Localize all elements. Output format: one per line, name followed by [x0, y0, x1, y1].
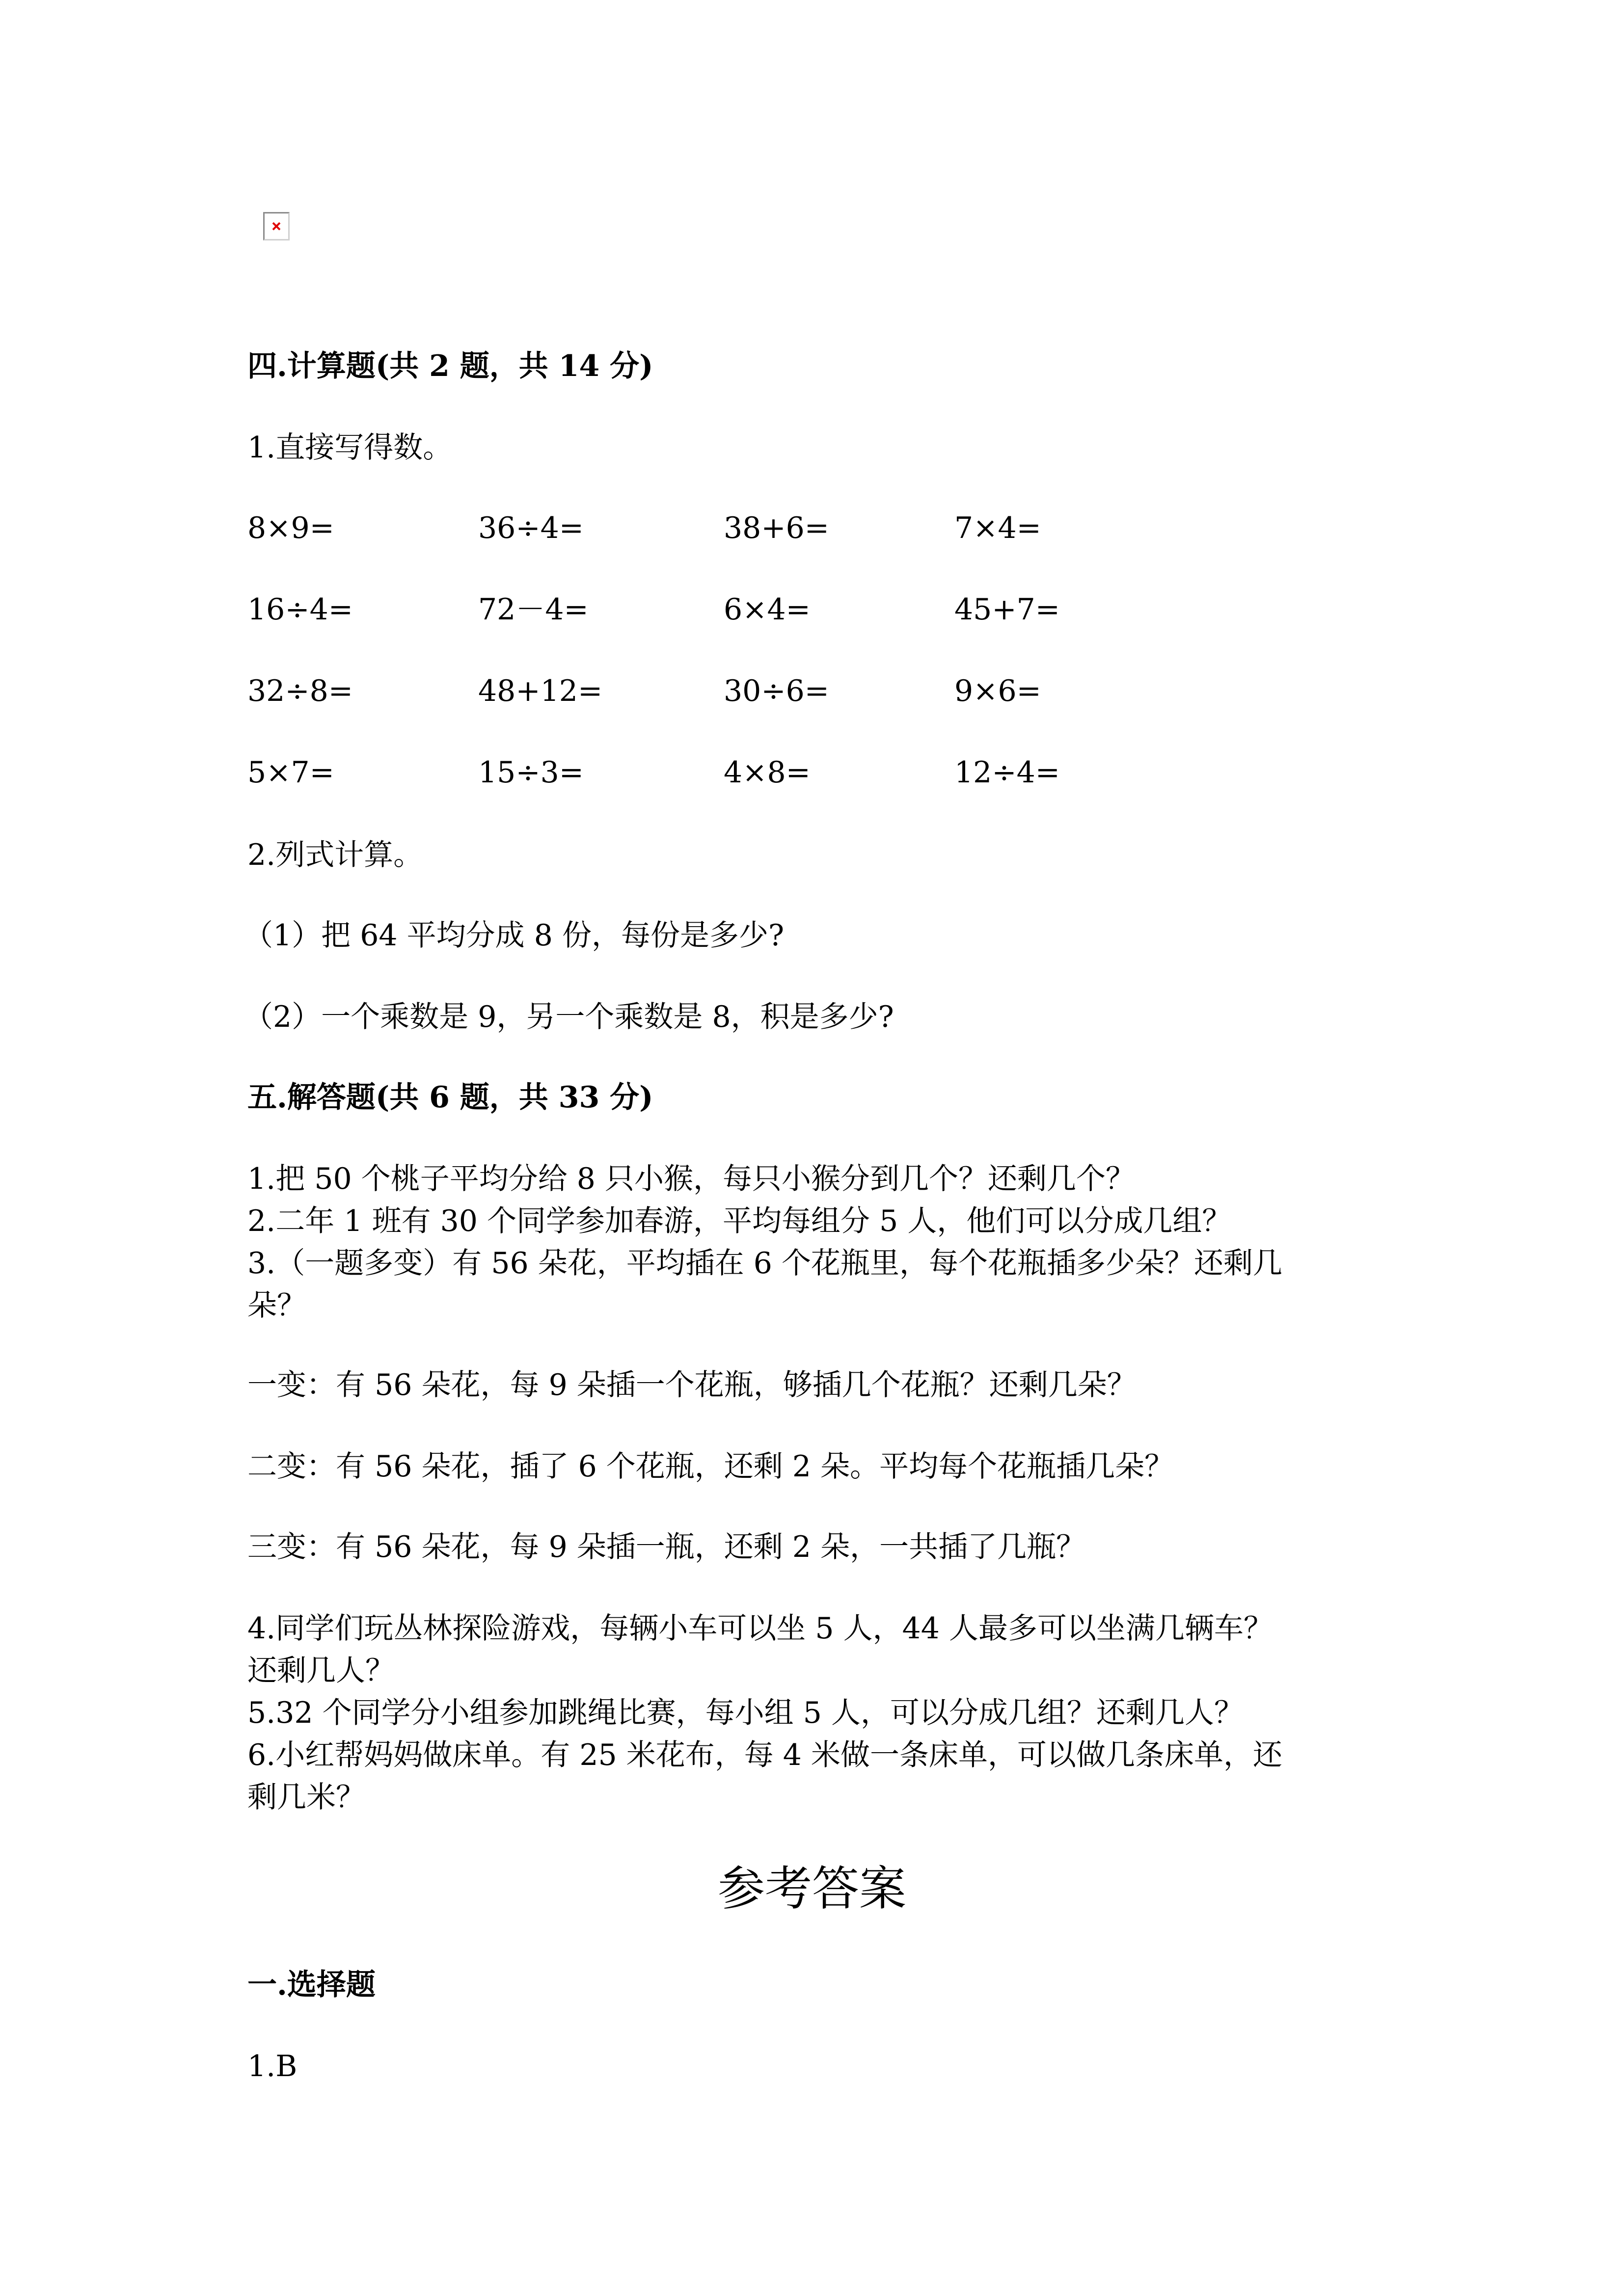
- section5-question-continuation: 还剩几人？: [247, 1654, 395, 1688]
- answer-item: 1.B: [247, 2049, 298, 2083]
- section4-q2-item: （1）把 64 平均分成 8 份，每份是多少?: [244, 918, 785, 953]
- arithmetic-item: 72－4=: [478, 592, 589, 627]
- arithmetic-item: 45+7=: [954, 592, 1060, 627]
- section4-q2-prompt: 2.列式计算。: [247, 838, 423, 872]
- variation-item: 三变：有 56 朵花，每 9 朵插一瓶，还剩 2 朵，一共插了几瓶？: [247, 1530, 1086, 1564]
- arithmetic-item: 6×4=: [724, 592, 811, 627]
- arithmetic-item: 15÷3=: [478, 755, 584, 790]
- section5-heading: 五.解答题(共 6 题，共 33 分): [247, 1080, 653, 1115]
- arithmetic-item: 38+6=: [724, 511, 830, 545]
- section4-q1-prompt: 1.直接写得数。: [247, 430, 453, 465]
- section5-question: 2.二年 1 班有 30 个同学参加春游，平均每组分 5 人，他们可以分成几组？: [247, 1204, 1232, 1238]
- section5-question-continuation: 朵？: [247, 1288, 306, 1323]
- red-x-icon: [271, 221, 281, 231]
- arithmetic-item: 4×8=: [724, 755, 811, 790]
- arithmetic-item: 8×9=: [247, 511, 334, 545]
- arithmetic-item: 48+12=: [478, 674, 603, 708]
- arithmetic-item: 32÷8=: [247, 674, 353, 708]
- section5-question: 6.小红帮妈妈做床单。有 25 米花布，每 4 米做一条床单，可以做几条床单，还: [247, 1738, 1283, 1772]
- arithmetic-item: 30÷6=: [724, 674, 830, 708]
- arithmetic-item: 5×7=: [247, 755, 334, 790]
- section5-question: 3.（一题多变）有 56 朵花，平均插在 6 个花瓶里，每个花瓶插多少朵？还剩几: [247, 1246, 1283, 1281]
- section5-question: 5.32 个同学分小组参加跳绳比赛，每小组 5 人，可以分成几组？还剩几人？: [247, 1696, 1244, 1730]
- section5-question-continuation: 剩几米？: [247, 1780, 365, 1815]
- section5-question: 4.同学们玩丛林探险游戏，每辆小车可以坐 5 人，44 人最多可以坐满几辆车？: [247, 1611, 1273, 1646]
- section5-question: 1.把 50 个桃子平均分给 8 只小猴，每只小猴分到几个？还剩几个？: [247, 1162, 1136, 1196]
- broken-image-icon: [263, 212, 290, 240]
- section4-heading: 四.计算题(共 2 题，共 14 分): [247, 349, 653, 383]
- answers-title: 参考答案: [718, 1861, 906, 1916]
- arithmetic-item: 9×6=: [954, 674, 1041, 708]
- section4-q2-item: （2）一个乘数是 9，另一个乘数是 8，积是多少?: [244, 1000, 894, 1034]
- arithmetic-item: 16÷4=: [247, 592, 353, 627]
- variation-item: 二变：有 56 朵花，插了 6 个花瓶，还剩 2 朵。平均每个花瓶插几朵？: [247, 1449, 1174, 1484]
- arithmetic-item: 7×4=: [954, 511, 1041, 545]
- arithmetic-item: 36÷4=: [478, 511, 584, 545]
- variation-item: 一变：有 56 朵花，每 9 朵插一个花瓶，够插几个花瓶？还剩几朵？: [247, 1368, 1137, 1402]
- arithmetic-item: 12÷4=: [954, 755, 1060, 790]
- answers-section1-heading: 一.选择题: [247, 1968, 376, 2002]
